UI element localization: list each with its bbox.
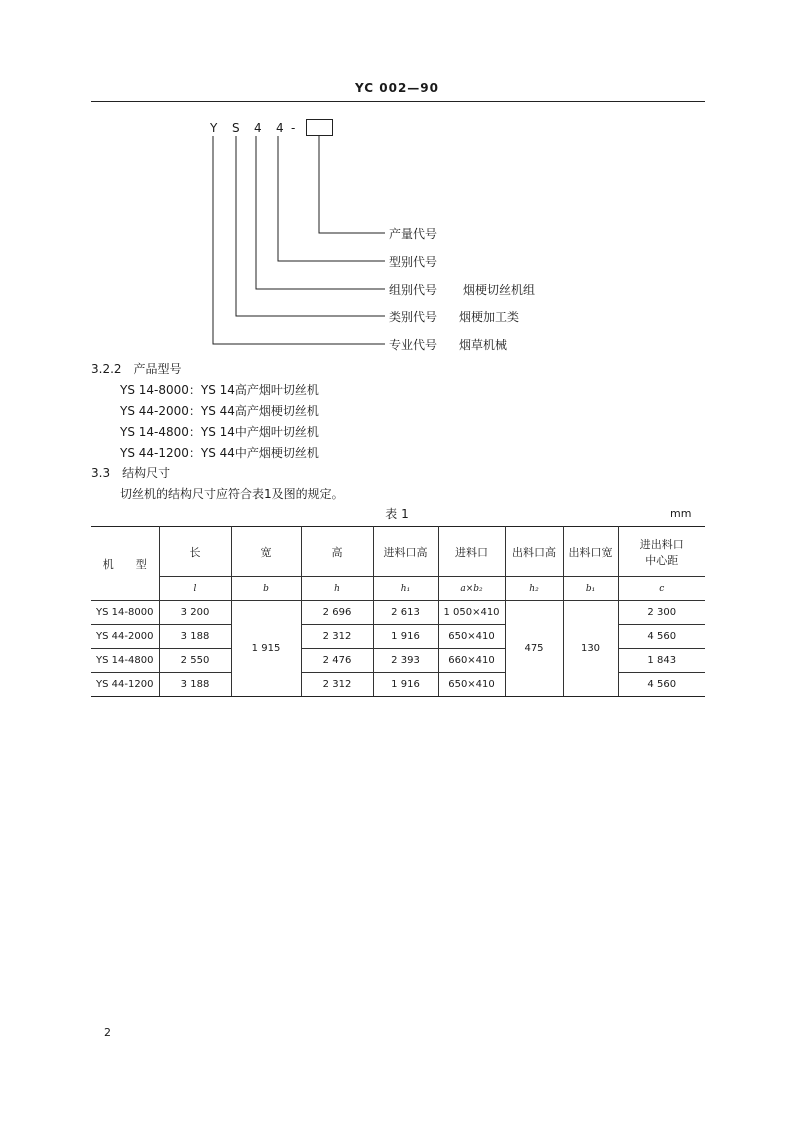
- section-33-text: 切丝机的结构尺寸应符合表1及图的规定。: [120, 487, 344, 501]
- header-center-distance-line1: 进出料口: [639, 537, 684, 551]
- cell-center-distance: 4 560: [618, 625, 705, 649]
- symbol-h2: h₂: [505, 577, 563, 601]
- table-row: [91, 601, 705, 625]
- symbol-h: h: [301, 577, 373, 601]
- cell-inlet: 650×410: [438, 673, 505, 697]
- header-outlet-height: 出料口高: [505, 527, 563, 577]
- cell-outlet-height-merged: 475: [505, 601, 563, 697]
- label-group-desc: 烟梗切丝机组: [463, 283, 536, 297]
- label-category-desc: 烟梗加工类: [459, 310, 520, 324]
- cell-model: YS 14-8000: [91, 601, 159, 625]
- section-33-heading: 3.3 结构尺寸: [91, 466, 171, 480]
- code-char-dash: -: [291, 121, 296, 135]
- line-group: [256, 136, 385, 289]
- model-line: YS 14-4800：YS 14中产烟叶切丝机: [120, 425, 319, 439]
- header-center-distance: [618, 527, 705, 577]
- cell-inlet-height: 1 916: [373, 625, 438, 649]
- table-caption: 表 1: [385, 507, 409, 521]
- header-inlet: 进料口: [438, 527, 505, 577]
- header-length: 长: [159, 527, 231, 577]
- symbol-b1: b₁: [563, 577, 618, 601]
- cell-height: 2 312: [301, 673, 373, 697]
- cell-height: 2 312: [301, 625, 373, 649]
- code-char-y: Y: [210, 121, 218, 135]
- line-profession: [213, 136, 385, 344]
- cell-height: 2 476: [301, 649, 373, 673]
- label-category-code: 类别代号: [389, 310, 438, 324]
- header-height: 高: [301, 527, 373, 577]
- cell-model: YS 44-2000: [91, 625, 159, 649]
- table-symbol-row: [91, 577, 705, 601]
- header-model: 机 型: [91, 527, 159, 601]
- model-line: YS 44-1200：YS 44中产烟梗切丝机: [120, 446, 319, 460]
- symbol-b: b: [231, 577, 301, 601]
- cell-length: 3 200: [159, 601, 231, 625]
- label-group-code: 组别代号: [389, 283, 438, 297]
- label-profession-code: 专业代号: [389, 338, 438, 352]
- header-center-distance-line2: 中心距: [645, 553, 679, 567]
- standard-header: YC 002—90: [355, 81, 439, 95]
- header-width: 宽: [231, 527, 301, 577]
- label-type-code: 型别代号: [389, 255, 438, 269]
- symbol-c: c: [618, 577, 705, 601]
- dimension-table: [91, 526, 705, 697]
- cell-inlet: 650×410: [438, 625, 505, 649]
- section-322-heading: 3.2.2 产品型号: [91, 362, 182, 376]
- cell-inlet-height: 2 393: [373, 649, 438, 673]
- cell-inlet-height: 1 916: [373, 673, 438, 697]
- cell-length: 3 188: [159, 625, 231, 649]
- table-header-row: [91, 527, 705, 577]
- cell-height: 2 696: [301, 601, 373, 625]
- model-line: YS 44-2000：YS 44高产烟梗切丝机: [120, 404, 319, 418]
- cell-model: YS 44-1200: [91, 673, 159, 697]
- symbol-h1: h₁: [373, 577, 438, 601]
- symbol-ab2: a×b₂: [438, 577, 505, 601]
- cell-outlet-width-merged: 130: [563, 601, 618, 697]
- cell-inlet: 660×410: [438, 649, 505, 673]
- code-char-4a: 4: [254, 121, 262, 135]
- table-unit: mm: [670, 507, 692, 520]
- cell-length: 2 550: [159, 649, 231, 673]
- label-output-code: 产量代号: [389, 227, 438, 241]
- model-line: YS 14-8000：YS 14高产烟叶切丝机: [120, 383, 319, 397]
- cell-inlet: 1 050×410: [438, 601, 505, 625]
- code-char-s: S: [232, 121, 240, 135]
- cell-center-distance: 1 843: [618, 649, 705, 673]
- header-inlet-height: 进料口高: [373, 527, 438, 577]
- label-profession-desc: 烟草机械: [459, 338, 508, 352]
- header-outlet-width: 出料口宽: [563, 527, 618, 577]
- symbol-l: l: [159, 577, 231, 601]
- line-type: [278, 136, 385, 261]
- cell-model: YS 14-4800: [91, 649, 159, 673]
- cell-inlet-height: 2 613: [373, 601, 438, 625]
- cell-length: 3 188: [159, 673, 231, 697]
- page-number: 2: [104, 1026, 111, 1039]
- cell-center-distance: 4 560: [618, 673, 705, 697]
- line-output: [319, 136, 385, 233]
- cell-width-merged: 1 915: [231, 601, 301, 697]
- cell-center-distance: 2 300: [618, 601, 705, 625]
- code-char-4b: 4: [276, 121, 284, 135]
